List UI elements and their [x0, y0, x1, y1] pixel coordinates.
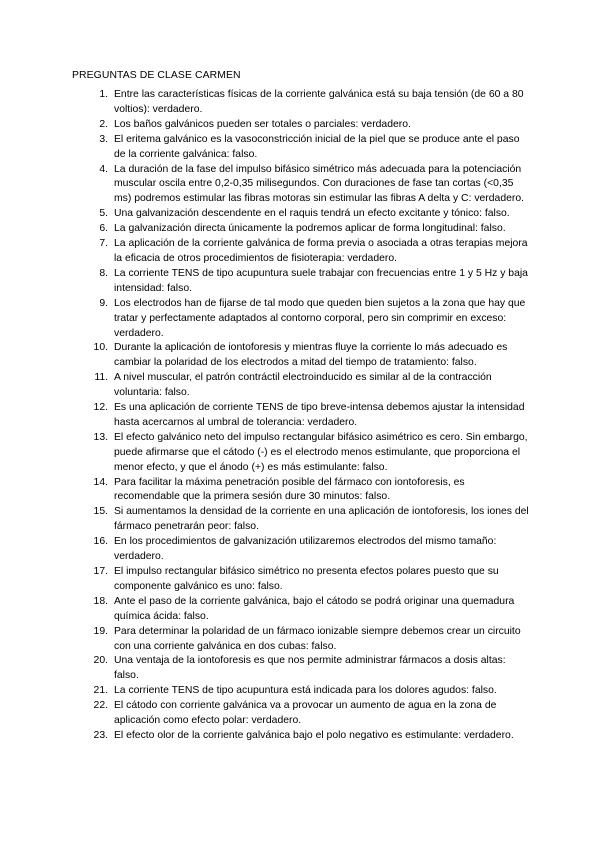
question-number: 3.	[99, 133, 108, 145]
question-number: 15.	[93, 506, 108, 518]
question-number: 19.	[93, 625, 108, 637]
question-item	[82, 163, 532, 208]
question-text: El efecto galvánico neto del impulso rectangular bifásico asimétrico es cero. Sin embargo, puede afirmarse que el cátodo (-) es el electrodo menos estimulante, que proporciona el menor efecto, y que el ánodo (+) es más estimulante: falso.	[114, 431, 528, 473]
question-number: 4.	[99, 163, 108, 175]
question-number: 8.	[99, 267, 108, 279]
question-number: 1.	[99, 89, 108, 100]
page-title: PREGUNTAS DE CLASE CARMEN	[72, 70, 241, 81]
question-text: El cátodo con corriente galvánica va a provocar un aumento de agua en la zona de aplicación como efecto polar: verdadero.	[114, 700, 497, 727]
question-number: 12.	[93, 402, 108, 414]
question-number: 21.	[93, 685, 108, 697]
question-number: 18.	[93, 595, 108, 607]
question-number: 2.	[99, 118, 108, 130]
question-number: 14.	[93, 476, 108, 488]
question-item	[82, 133, 532, 163]
question-text: Los baños galvánicos pueden ser totales o parciales: verdadero.	[114, 118, 411, 130]
question-number: 17.	[93, 566, 108, 577]
question-text: El eritema galvánico es la vasoconstricción inicial de la piel que se produce ante el paso de la corriente galvánica: falso.	[114, 133, 520, 160]
question-item	[82, 371, 532, 401]
question-text: El efecto olor de la corriente galvánica bajo el polo negativo es estimulante: verdadero.	[114, 729, 514, 741]
question-text: Para determinar la polaridad de un fármaco ionizable siempre debemos crear un circuito con una corriente galvánica en dos cubas: falso.	[114, 625, 521, 652]
question-item	[82, 684, 532, 699]
question-item	[82, 267, 532, 297]
question-number: 7.	[99, 238, 108, 250]
question-text: A nivel muscular, el patrón contráctil electroinducido es similar al de la contracción voluntaria: falso.	[114, 372, 492, 399]
question-text: La duración de la fase del impulso bifásico simétrico más adecuada para la potenciación muscular oscila entre 0,2-0,35 milisegundos. Con duraciones de fase tan cortas (<0,35 ms) podremos estimular las fibras motoras sin estimular las fibras A delta y C: verdadero.	[114, 163, 525, 205]
question-text: Para facilitar la máxima penetración posible del fármaco con iontoforesis, es recomendable que la primera sesión dure 30 minutos: falso.	[114, 476, 465, 503]
question-number: 16.	[93, 536, 108, 548]
question-item	[82, 237, 532, 267]
question-item	[82, 207, 532, 222]
question-number: 13.	[93, 431, 108, 443]
question-number: 20.	[93, 655, 108, 667]
question-number: 11.	[94, 372, 108, 384]
question-list	[82, 88, 532, 744]
question-text: Si aumentamos la densidad de la corriente en una aplicación de iontoforesis, los iones del fármaco penetrarán peor: falso.	[114, 506, 529, 533]
question-text: Durante la aplicación de iontoforesis y mientras fluye la corriente lo más adecuado es cambiar la polaridad de los electrodos a mitad del tiempo de tratamiento: falso.	[114, 342, 508, 369]
question-item	[82, 505, 532, 535]
question-text: Una ventaja de la iontoforesis es que nos permite administrar fármacos a dosis altas: falso.	[114, 655, 506, 682]
question-item	[82, 654, 532, 684]
question-text: La galvanización directa únicamente la podremos aplicar de forma longitudinal: falso.	[114, 223, 506, 235]
question-number: 9.	[99, 297, 108, 309]
question-number: 6.	[99, 223, 108, 235]
question-number: 10.	[93, 342, 108, 354]
question-item	[82, 729, 532, 744]
question-item	[82, 476, 532, 506]
question-text: Ante el paso de la corriente galvánica, bajo el cátodo se podrá originar una quemadura química ácida: falso.	[114, 595, 515, 622]
question-text: La corriente TENS de tipo acupuntura suele trabajar con frecuencias entre 1 y 5 Hz y baja intensidad: falso.	[114, 267, 528, 294]
question-text: Entre las características físicas de la corriente galvánica está su baja tensión (de 60 a 80 voltios): verdadero.	[114, 89, 524, 115]
question-text: El impulso rectangular bifásico simétrico no presenta efectos polares puesto que su componente galvánico es uno: falso.	[114, 566, 499, 592]
question-item	[82, 699, 532, 729]
question-item	[82, 222, 532, 237]
question-item	[82, 297, 532, 342]
question-item	[82, 595, 532, 625]
question-text: La aplicación de la corriente galvánica de forma previa o asociada a otras terapias mejora la eficacia de otros procedimientos de fisioterapia: verdadero.	[114, 238, 528, 264]
question-text: En los procedimientos de galvanización utilizaremos electrodos del mismo tamaño: verdadero.	[114, 536, 497, 563]
question-item	[82, 535, 532, 565]
question-text: Los electrodos han de fijarse de tal modo que queden bien sujetos a la zona que hay que tratar y perfectamente adaptados al contorno corporal, pero sin comprimir en exceso: verdadero.	[114, 297, 526, 339]
question-text: Es una aplicación de corriente TENS de tipo breve-intensa debemos ajustar la intensidad hasta acercarnos al umbral de tolerancia: verdadero.	[114, 402, 525, 428]
question-item	[82, 401, 532, 431]
question-number: 5.	[99, 208, 108, 220]
question-item	[82, 431, 532, 476]
question-item	[82, 565, 532, 595]
question-text: La corriente TENS de tipo acupuntura está indicada para los dolores agudos: falso.	[114, 685, 497, 697]
question-text: Una galvanización descendente en el raquis tendrá un efecto excitante y tónico: falso.	[114, 208, 510, 220]
question-number: 23.	[93, 729, 108, 741]
question-item	[82, 118, 532, 133]
question-item	[82, 625, 532, 655]
question-number: 22.	[93, 700, 108, 712]
question-item	[82, 341, 532, 371]
question-item	[82, 88, 532, 118]
